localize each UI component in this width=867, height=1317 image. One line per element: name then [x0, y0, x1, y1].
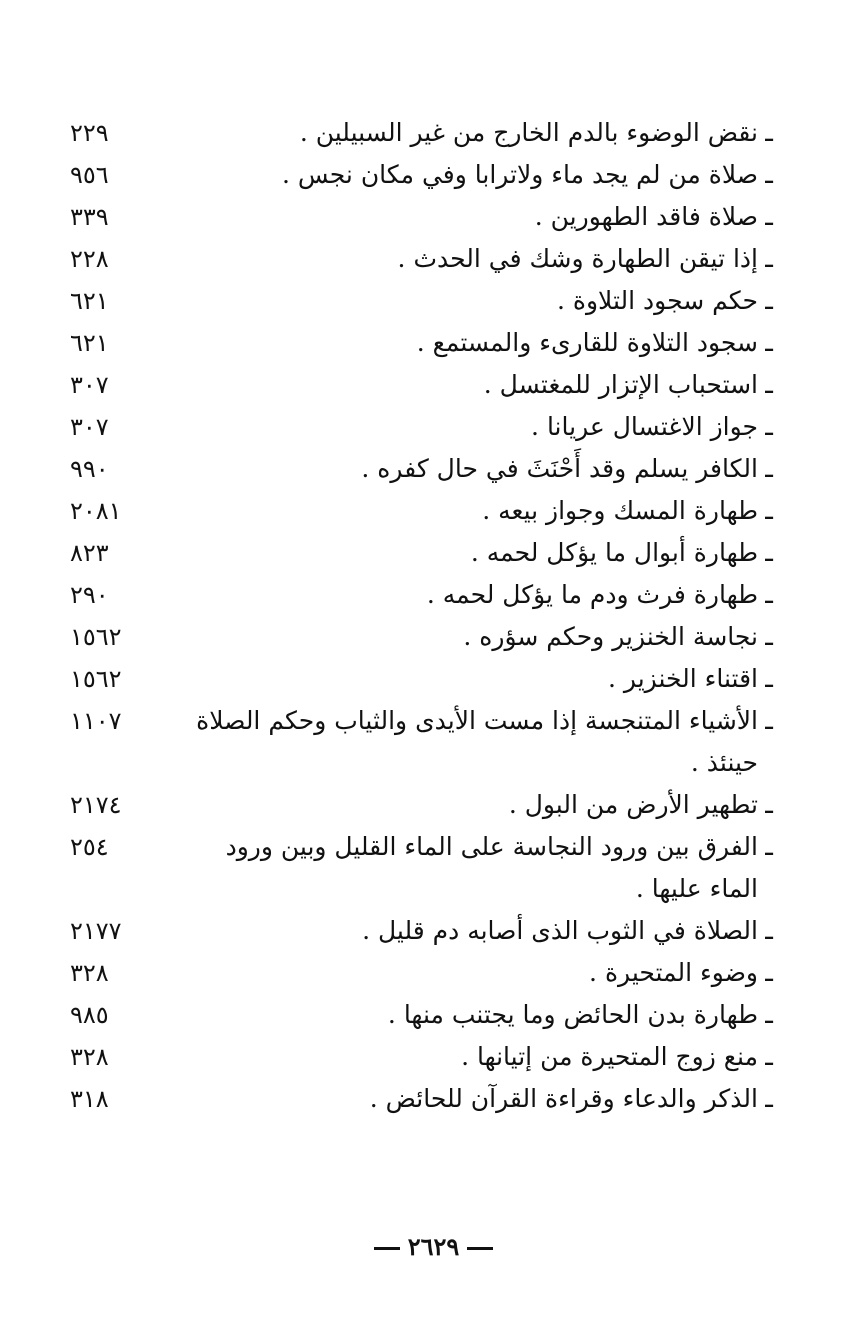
entry-page-number: ٩٨٥ [70, 1001, 109, 1029]
entry-title: الفرق بين ورود النجاسة على الماء القليل وبين ورود الماء عليها . [225, 832, 758, 903]
entry-dash: ـ [765, 244, 773, 274]
entry-page-number: ٨٢٣ [70, 539, 109, 567]
index-entry [60, 364, 780, 406]
entry-title: طهارة بدن الحائض وما يجتنب منها . [387, 1000, 758, 1029]
entry-page-number: ٣٠٧ [70, 413, 109, 441]
entry-dash: ـ [765, 580, 773, 610]
entry-page-number: ٣٠٧ [70, 371, 109, 399]
page-footer-number [0, 1232, 867, 1261]
index-entry [60, 238, 780, 280]
entry-title: تطهير الأرض من البول . [508, 790, 758, 819]
footer-dash-left [374, 1247, 400, 1250]
entry-page-number: ١٥٦٢ [70, 623, 122, 651]
entry-page-number: ٢٢٩ [70, 119, 109, 147]
entry-dash: ـ [765, 1000, 773, 1030]
index-entry [60, 700, 780, 784]
entry-title: منع زوج المتحيرة من إتيانها . [461, 1042, 758, 1071]
index-entry [60, 658, 780, 700]
entry-page-number: ٢٢٨ [70, 245, 109, 273]
entry-page-number: ٢١٧٤ [70, 791, 122, 819]
entry-page-number: ٢١٧٧ [70, 917, 122, 945]
index-entry [60, 616, 780, 658]
entry-dash: ـ [765, 832, 773, 862]
entry-page-number: ٢٥٤ [70, 833, 109, 861]
index-entry [60, 196, 780, 238]
entry-page-number: ١١٠٧ [70, 707, 122, 735]
index-entry [60, 784, 780, 826]
index-entry [60, 910, 780, 952]
entry-dash: ـ [765, 1042, 773, 1072]
entry-title: استحباب الإتزار للمغتسل . [483, 370, 758, 399]
index-entry [60, 994, 780, 1036]
index-entry [60, 952, 780, 994]
entry-title: نقض الوضوء بالدم الخارج من غير السبيلين . [299, 118, 758, 147]
index-entry [60, 448, 780, 490]
footer-dash-right [467, 1247, 493, 1250]
entry-title: سجود التلاوة للقارىء والمستمع . [416, 328, 758, 357]
entry-title: الأشياء المتنجسة إذا مست الأيدى والثياب وحكم الصلاة حينئذ . [196, 706, 758, 777]
entry-dash: ـ [765, 538, 773, 568]
entry-title: صلاة فاقد الطهورين . [534, 202, 758, 231]
entry-dash: ـ [765, 160, 773, 190]
entry-page-number: ٣١٨ [70, 1085, 109, 1113]
index-entry [60, 490, 780, 532]
entry-page-number: ١٥٦٢ [70, 665, 122, 693]
entry-dash: ـ [765, 328, 773, 358]
entry-page-number: ٩٩٠ [70, 455, 109, 483]
entry-dash: ـ [765, 916, 773, 946]
entry-title: وضوء المتحيرة . [589, 958, 758, 987]
entry-title: الذكر والدعاء وقراءة القرآن للحائض . [369, 1084, 758, 1113]
index-entry [60, 1036, 780, 1078]
entry-dash: ـ [765, 454, 773, 484]
index-entry [60, 532, 780, 574]
entry-page-number: ٣٣٩ [70, 203, 109, 231]
entry-title: طهارة المسك وجواز بيعه . [482, 496, 758, 525]
entry-page-number: ٩٥٦ [70, 161, 109, 189]
entry-page-number: ٦٢١ [70, 287, 109, 315]
entry-dash: ـ [765, 118, 773, 148]
entry-title: الكافر يسلم وقد أَحْنَثَ في حال كفره . [361, 454, 758, 483]
entry-title: جواز الاغتسال عريانا . [531, 412, 758, 441]
index-entries-list [60, 112, 780, 1120]
entry-title: الصلاة في الثوب الذى أصابه دم قليل . [362, 916, 758, 945]
index-entry [60, 406, 780, 448]
entry-title: طهارة فرث ودم ما يؤكل لحمه . [426, 580, 758, 609]
entry-title: حكم سجود التلاوة . [556, 286, 758, 315]
entry-dash: ـ [765, 202, 773, 232]
entry-title: طهارة أبوال ما يؤكل لحمه . [470, 538, 758, 567]
index-entry [60, 1078, 780, 1120]
entry-page-number: ٦٢١ [70, 329, 109, 357]
entry-dash: ـ [765, 1084, 773, 1114]
entry-page-number: ٣٢٨ [70, 1043, 109, 1071]
index-entry [60, 154, 780, 196]
index-entry [60, 112, 780, 154]
index-entry [60, 574, 780, 616]
page-number: ٢٦٢٩ [407, 1232, 460, 1261]
entry-title: صلاة من لم يجد ماء ولاترابا وفي مكان نجس . [282, 160, 758, 189]
entry-dash: ـ [765, 706, 773, 736]
entry-dash: ـ [765, 664, 773, 694]
entry-dash: ـ [765, 496, 773, 526]
entry-page-number: ٢٩٠ [70, 581, 109, 609]
entry-dash: ـ [765, 958, 773, 988]
entry-dash: ـ [765, 370, 773, 400]
entry-dash: ـ [765, 286, 773, 316]
index-entry [60, 322, 780, 364]
entry-page-number: ٣٢٨ [70, 959, 109, 987]
entry-dash: ـ [765, 622, 773, 652]
entry-title: إذا تيقن الطهارة وشك في الحدث . [397, 244, 758, 273]
entry-dash: ـ [765, 412, 773, 442]
entry-title: نجاسة الخنزير وحكم سؤره . [463, 622, 758, 651]
index-entry [60, 280, 780, 322]
entry-dash: ـ [765, 790, 773, 820]
index-entry [60, 826, 780, 910]
entry-title: اقتناء الخنزير . [608, 664, 758, 693]
entry-page-number: ٢٠٨١ [70, 497, 122, 525]
